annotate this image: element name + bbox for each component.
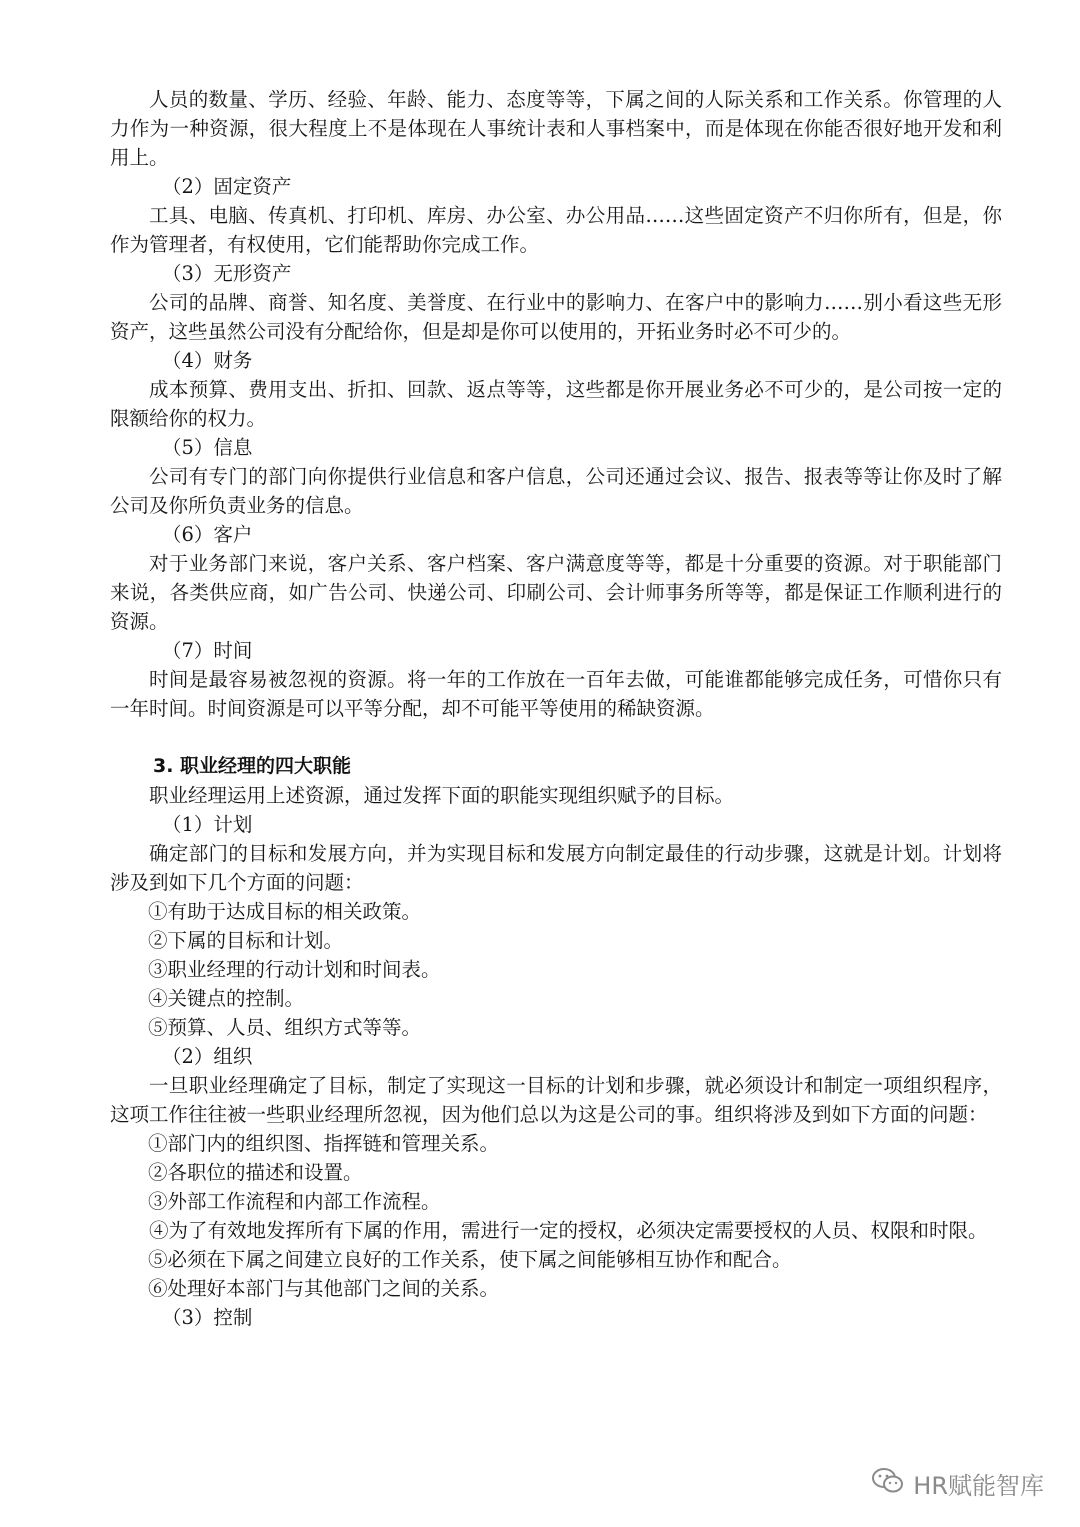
list-item: ②下属的目标和计划。	[148, 929, 344, 952]
paragraph-human-resources: 人员的数量、学历、经验、年龄、能力、态度等等，下属之间的人际关系和工作关系。你管理的人力作为一种资源，很大程度上不是体现在人事统计表和人事档案中，而是体现在你能否很好地开发和利用上。	[110, 88, 1002, 169]
watermark-text: HR赋能智库	[913, 1472, 1044, 1500]
list-item: ①有助于达成目标的相关政策。	[148, 900, 422, 923]
section-intro: 职业经理运用上述资源，通过发挥下面的职能实现组织赋予的目标。	[149, 784, 735, 807]
list-item: ④为了有效地发挥所有下属的作用，需进行一定的授权，必须决定需要授权的人员、权限和时限。	[149, 1219, 988, 1242]
document-body	[110, 85, 1002, 1332]
list-item: ②各职位的描述和设置。	[148, 1161, 363, 1184]
subheading-finance: （4）财务	[162, 349, 253, 372]
subheading-fixed-assets: （2）固定资产	[162, 175, 292, 198]
list-item: ①部门内的组织图、指挥链和管理关系。	[148, 1132, 500, 1155]
subheading-customers: （6）客户	[162, 523, 253, 546]
list-item: ⑤必须在下属之间建立良好的工作关系，使下属之间能够相互协作和配合。	[148, 1248, 792, 1271]
watermark	[871, 1466, 1044, 1501]
list-item: ③职业经理的行动计划和时间表。	[148, 958, 441, 981]
paragraph-finance: 成本预算、费用支出、折扣、回款、返点等等，这些都是你开展业务必不可少的，是公司按一定的限额给你的权力。	[110, 378, 1002, 430]
subheading-plan: （1）计划	[162, 813, 253, 836]
list-item: ④关键点的控制。	[148, 987, 305, 1010]
wechat-icon	[871, 1467, 905, 1501]
section-title: 3. 职业经理的四大职能	[153, 755, 352, 777]
paragraph-intangible-assets: 公司的品牌、商誉、知名度、美誉度、在行业中的影响力、在客户中的影响力……别小看这些无形资产，这些虽然公司没有分配给你，但是却是你可以使用的，开拓业务时必不可少的。	[110, 291, 1002, 343]
list-item: ⑤预算、人员、组织方式等等。	[148, 1016, 422, 1039]
subheading-organize: （2）组织	[162, 1045, 253, 1068]
list-item: ⑥处理好本部门与其他部门之间的关系。	[148, 1277, 500, 1300]
paragraph-fixed-assets: 工具、电脑、传真机、打印机、库房、办公室、办公用品……这些固定资产不归你所有，但是，你作为管理者，有权使用，它们能帮助你完成工作。	[110, 204, 1002, 256]
paragraph-plan: 确定部门的目标和发展方向，并为实现目标和发展方向制定最佳的行动步骤，这就是计划。计划将涉及到如下几个方面的问题：	[110, 842, 1002, 894]
paragraph-customers: 对于业务部门来说，客户关系、客户档案、客户满意度等等，都是十分重要的资源。对于职能部门来说，各类供应商，如广告公司、快递公司、印刷公司、会计师事务所等等，都是保证工作顺利进行的资源。	[110, 552, 1002, 633]
subheading-control: （3）控制	[162, 1306, 253, 1329]
paragraph-information: 公司有专门的部门向你提供行业信息和客户信息，公司还通过会议、报告、报表等等让你及时了解公司及你所负责业务的信息。	[110, 465, 1002, 517]
subheading-information: （5）信息	[162, 436, 253, 459]
list-item: ③外部工作流程和内部工作流程。	[148, 1190, 441, 1213]
subheading-time: （7）时间	[162, 639, 253, 662]
paragraph-time: 时间是最容易被忽视的资源。将一年的工作放在一百年去做，可能谁都能够完成任务，可惜你只有一年时间。时间资源是可以平等分配，却不可能平等使用的稀缺资源。	[110, 668, 1002, 720]
subheading-intangible-assets: （3）无形资产	[162, 262, 292, 285]
paragraph-organize: 一旦职业经理确定了目标，制定了实现这一目标的计划和步骤，就必须设计和制定一项组织程序，这项工作往往被一些职业经理所忽视，因为他们总以为这是公司的事。组织将涉及到如下方面的问题：	[110, 1074, 1002, 1126]
section-spacer	[110, 723, 1002, 752]
